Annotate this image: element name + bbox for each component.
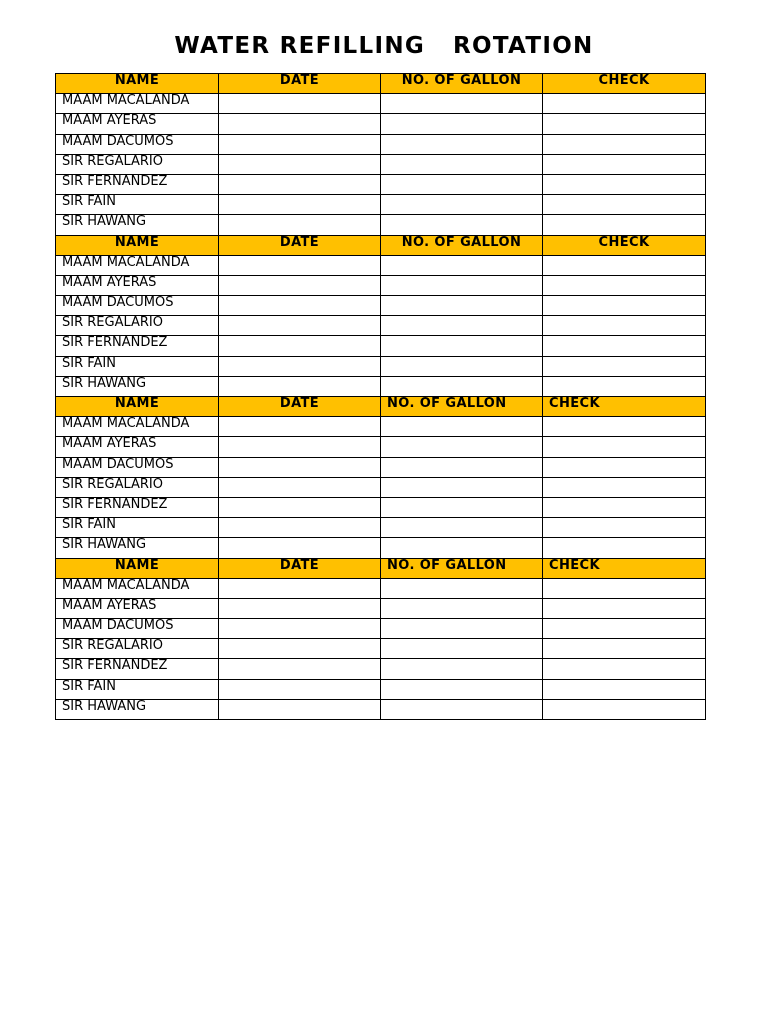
table-row	[56, 619, 706, 639]
name-cell: SIR HAWANG	[56, 376, 219, 396]
gallon-cell	[381, 215, 543, 235]
date-cell	[219, 437, 381, 457]
name-cell: SIR FAIN	[56, 356, 219, 376]
date-cell	[219, 195, 381, 215]
header-date: DATE	[219, 235, 381, 255]
gallon-cell	[381, 356, 543, 376]
table-row	[56, 679, 706, 699]
table-row	[56, 538, 706, 558]
table-row	[56, 195, 706, 215]
gallon-cell	[381, 195, 543, 215]
header-check: CHECK	[543, 558, 706, 578]
gallon-cell	[381, 477, 543, 497]
check-cell	[543, 275, 706, 295]
date-cell	[219, 356, 381, 376]
table-row	[56, 376, 706, 396]
date-cell	[219, 376, 381, 396]
gallon-cell	[381, 134, 543, 154]
name-cell: MAAM MACALANDA	[56, 94, 219, 114]
header-row	[56, 397, 706, 417]
check-cell	[543, 296, 706, 316]
header-gallon: NO. OF GALLON	[381, 235, 543, 255]
gallon-cell	[381, 114, 543, 134]
check-cell	[543, 376, 706, 396]
table-row	[56, 356, 706, 376]
gallon-cell	[381, 336, 543, 356]
table-row	[56, 437, 706, 457]
gallon-cell	[381, 699, 543, 719]
check-cell	[543, 417, 706, 437]
gallon-cell	[381, 639, 543, 659]
name-cell: SIR REGALARIO	[56, 154, 219, 174]
name-cell: SIR FERNANDEZ	[56, 174, 219, 194]
date-cell	[219, 477, 381, 497]
table-row	[56, 154, 706, 174]
table-row	[56, 275, 706, 295]
name-cell: MAAM AYERAS	[56, 114, 219, 134]
table-row	[56, 598, 706, 618]
header-gallon: NO. OF GALLON	[381, 397, 543, 417]
gallon-cell	[381, 619, 543, 639]
check-cell	[543, 316, 706, 336]
gallon-cell	[381, 457, 543, 477]
header-check: CHECK	[543, 74, 706, 94]
check-cell	[543, 538, 706, 558]
table-row	[56, 174, 706, 194]
check-cell	[543, 336, 706, 356]
name-cell: SIR FAIN	[56, 679, 219, 699]
check-cell	[543, 598, 706, 618]
check-cell	[543, 659, 706, 679]
date-cell	[219, 296, 381, 316]
gallon-cell	[381, 659, 543, 679]
gallon-cell	[381, 174, 543, 194]
check-cell	[543, 255, 706, 275]
name-cell: SIR FAIN	[56, 518, 219, 538]
table-row	[56, 699, 706, 719]
gallon-cell	[381, 275, 543, 295]
date-cell	[219, 578, 381, 598]
name-cell: MAAM MACALANDA	[56, 417, 219, 437]
name-cell: SIR REGALARIO	[56, 316, 219, 336]
header-name: NAME	[56, 235, 219, 255]
table-row	[56, 336, 706, 356]
name-cell: SIR HAWANG	[56, 215, 219, 235]
gallon-cell	[381, 518, 543, 538]
header-check: CHECK	[543, 235, 706, 255]
date-cell	[219, 679, 381, 699]
check-cell	[543, 356, 706, 376]
check-cell	[543, 679, 706, 699]
header-date: DATE	[219, 397, 381, 417]
table-row	[56, 114, 706, 134]
header-name: NAME	[56, 558, 219, 578]
name-cell: SIR FAIN	[56, 195, 219, 215]
name-cell: SIR FERNANDEZ	[56, 497, 219, 517]
date-cell	[219, 639, 381, 659]
check-cell	[543, 94, 706, 114]
date-cell	[219, 215, 381, 235]
name-cell: SIR REGALARIO	[56, 639, 219, 659]
table-row	[56, 659, 706, 679]
date-cell	[219, 154, 381, 174]
header-gallon: NO. OF GALLON	[381, 558, 543, 578]
date-cell	[219, 94, 381, 114]
name-cell: MAAM MACALANDA	[56, 255, 219, 275]
check-cell	[543, 114, 706, 134]
gallon-cell	[381, 255, 543, 275]
gallon-cell	[381, 598, 543, 618]
gallon-cell	[381, 296, 543, 316]
table-row	[56, 215, 706, 235]
gallon-cell	[381, 437, 543, 457]
check-cell	[543, 639, 706, 659]
name-cell: MAAM AYERAS	[56, 437, 219, 457]
header-check: CHECK	[543, 397, 706, 417]
date-cell	[219, 619, 381, 639]
header-row	[56, 235, 706, 255]
name-cell: SIR FERNANDEZ	[56, 659, 219, 679]
date-cell	[219, 336, 381, 356]
table-row	[56, 134, 706, 154]
date-cell	[219, 538, 381, 558]
name-cell: SIR HAWANG	[56, 699, 219, 719]
check-cell	[543, 174, 706, 194]
name-cell: MAAM MACALANDA	[56, 578, 219, 598]
table-row	[56, 457, 706, 477]
table-row	[56, 497, 706, 517]
gallon-cell	[381, 417, 543, 437]
check-cell	[543, 477, 706, 497]
name-cell: SIR HAWANG	[56, 538, 219, 558]
date-cell	[219, 457, 381, 477]
date-cell	[219, 114, 381, 134]
table-row	[56, 417, 706, 437]
gallon-cell	[381, 679, 543, 699]
page-title: WATER REFILLING ROTATION	[174, 33, 594, 59]
check-cell	[543, 154, 706, 174]
gallon-cell	[381, 376, 543, 396]
date-cell	[219, 316, 381, 336]
table-row	[56, 94, 706, 114]
check-cell	[543, 619, 706, 639]
date-cell	[219, 174, 381, 194]
date-cell	[219, 598, 381, 618]
date-cell	[219, 134, 381, 154]
table-row	[56, 639, 706, 659]
name-cell: SIR REGALARIO	[56, 477, 219, 497]
date-cell	[219, 659, 381, 679]
header-gallon: NO. OF GALLON	[381, 74, 543, 94]
name-cell: MAAM DACUMOS	[56, 619, 219, 639]
check-cell	[543, 195, 706, 215]
gallon-cell	[381, 154, 543, 174]
header-row	[56, 74, 706, 94]
check-cell	[543, 699, 706, 719]
gallon-cell	[381, 316, 543, 336]
date-cell	[219, 417, 381, 437]
gallon-cell	[381, 94, 543, 114]
gallon-cell	[381, 538, 543, 558]
header-row	[56, 558, 706, 578]
name-cell: MAAM DACUMOS	[56, 134, 219, 154]
date-cell	[219, 699, 381, 719]
header-name: NAME	[56, 74, 219, 94]
table-row	[56, 296, 706, 316]
check-cell	[543, 215, 706, 235]
name-cell: MAAM DACUMOS	[56, 296, 219, 316]
table-row	[56, 316, 706, 336]
check-cell	[543, 518, 706, 538]
check-cell	[543, 578, 706, 598]
check-cell	[543, 457, 706, 477]
table-row	[56, 255, 706, 275]
name-cell: MAAM DACUMOS	[56, 457, 219, 477]
date-cell	[219, 518, 381, 538]
name-cell: MAAM AYERAS	[56, 598, 219, 618]
table-row	[56, 477, 706, 497]
gallon-cell	[381, 497, 543, 517]
header-name: NAME	[56, 397, 219, 417]
rotation-table	[55, 73, 706, 720]
header-date: DATE	[219, 74, 381, 94]
check-cell	[543, 134, 706, 154]
date-cell	[219, 255, 381, 275]
table-row	[56, 518, 706, 538]
check-cell	[543, 437, 706, 457]
table-row	[56, 578, 706, 598]
date-cell	[219, 275, 381, 295]
check-cell	[543, 497, 706, 517]
name-cell: SIR FERNANDEZ	[56, 336, 219, 356]
header-date: DATE	[219, 558, 381, 578]
gallon-cell	[381, 578, 543, 598]
date-cell	[219, 497, 381, 517]
name-cell: MAAM AYERAS	[56, 275, 219, 295]
